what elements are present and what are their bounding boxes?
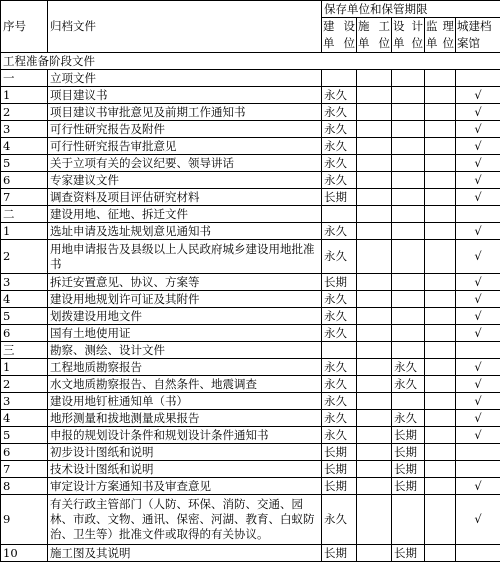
retention-supervision (425, 545, 456, 562)
retention-design (392, 223, 425, 240)
retention-design (392, 495, 425, 545)
retention-construction: 永久 (322, 138, 357, 155)
retention-design (392, 274, 425, 291)
retention-design (392, 291, 425, 308)
section-row (1, 206, 500, 223)
retention-archive: √ (456, 104, 500, 121)
header-unit-design: 设计单位 (392, 18, 425, 53)
retention-supervision (425, 121, 456, 138)
row-number: 2 (1, 240, 48, 274)
retention-builder (357, 376, 392, 393)
retention-construction: 永久 (322, 121, 357, 138)
section-title: 勘察、测绘、设计文件 (48, 342, 322, 359)
retention-archive (456, 461, 500, 478)
row-title: 可行性研究报告及附件 (48, 121, 322, 138)
row-number: 7 (1, 461, 48, 478)
row-title: 项目建议书 (48, 87, 322, 104)
empty-cell (322, 342, 357, 359)
retention-design: 长期 (392, 478, 425, 495)
row-number: 2 (1, 376, 48, 393)
row-number: 8 (1, 478, 48, 495)
retention-supervision (425, 359, 456, 376)
retention-supervision (425, 104, 456, 121)
retention-builder (357, 240, 392, 274)
table-row (1, 376, 500, 393)
empty-cell (357, 342, 392, 359)
table-row (1, 240, 500, 274)
row-number: 1 (1, 359, 48, 376)
retention-archive: √ (456, 138, 500, 155)
row-number: 3 (1, 121, 48, 138)
retention-archive: √ (456, 325, 500, 342)
retention-supervision (425, 410, 456, 427)
retention-builder (357, 274, 392, 291)
retention-construction: 永久 (322, 223, 357, 240)
retention-supervision (425, 308, 456, 325)
retention-construction: 长期 (322, 189, 357, 206)
retention-design: 永久 (392, 359, 425, 376)
table-row (1, 138, 500, 155)
row-title: 水文地质勘察报告、自然条件、地震调查 (48, 376, 322, 393)
row-title: 选址申请及选址规划意见通知书 (48, 223, 322, 240)
table-row (1, 495, 500, 545)
retention-supervision (425, 155, 456, 172)
row-number: 7 (1, 189, 48, 206)
row-number: 9 (1, 495, 48, 545)
row-title: 用地申请报告及县级以上人民政府城乡建设用地批准书 (48, 240, 322, 274)
row-title: 建设用地规划许可证及其附件 (48, 291, 322, 308)
retention-archive: √ (456, 359, 500, 376)
retention-archive: √ (456, 121, 500, 138)
retention-builder (357, 427, 392, 444)
retention-design (392, 172, 425, 189)
table-row (1, 172, 500, 189)
retention-builder (357, 359, 392, 376)
table-row (1, 393, 500, 410)
retention-archive: √ (456, 172, 500, 189)
retention-builder (357, 172, 392, 189)
row-number: 4 (1, 410, 48, 427)
table-row (1, 274, 500, 291)
row-number: 1 (1, 87, 48, 104)
retention-construction: 永久 (322, 172, 357, 189)
empty-cell (322, 70, 357, 87)
retention-archive: √ (456, 274, 500, 291)
row-number: 10 (1, 545, 48, 562)
row-title: 关于立项有关的会议纪要、领导讲话 (48, 155, 322, 172)
row-number: 3 (1, 274, 48, 291)
table-row (1, 155, 500, 172)
section-number: 三 (1, 342, 48, 359)
header-group: 保存单位和保管期限 (322, 1, 500, 18)
retention-construction: 长期 (322, 274, 357, 291)
row-title: 建设用地钉桩通知单（书） (48, 393, 322, 410)
retention-archive (456, 545, 500, 562)
row-title: 初步设计图纸和说明 (48, 444, 322, 461)
section-number: 二 (1, 206, 48, 223)
row-title: 地形测量和拔地测量成果报告 (48, 410, 322, 427)
retention-builder (357, 138, 392, 155)
retention-supervision (425, 189, 456, 206)
empty-cell (456, 70, 500, 87)
header-file: 归档文件 (48, 1, 322, 53)
row-number: 4 (1, 138, 48, 155)
empty-cell (456, 206, 500, 223)
retention-archive: √ (456, 376, 500, 393)
retention-design (392, 308, 425, 325)
retention-design (392, 325, 425, 342)
row-number: 6 (1, 325, 48, 342)
section-number: 一 (1, 70, 48, 87)
retention-archive: √ (456, 189, 500, 206)
header-unit-archive: 城建档案馆 (456, 18, 500, 53)
retention-design (392, 138, 425, 155)
retention-archive: √ (456, 240, 500, 274)
retention-builder (357, 87, 392, 104)
row-number: 2 (1, 104, 48, 121)
row-title: 审定设计方案通知书及审查意见 (48, 478, 322, 495)
row-number: 5 (1, 308, 48, 325)
retention-construction: 永久 (322, 495, 357, 545)
retention-construction: 永久 (322, 87, 357, 104)
retention-supervision (425, 291, 456, 308)
section-row (1, 342, 500, 359)
retention-builder (357, 495, 392, 545)
retention-supervision (425, 478, 456, 495)
retention-archive: √ (456, 155, 500, 172)
empty-cell (456, 342, 500, 359)
row-title: 有关行政主管部门（人防、环保、消防、交通、园林、市政、文物、通讯、保密、河湖、教育、白蚁防治、卫生等）批准文件或取得的有关协议。 (48, 495, 322, 545)
row-number: 5 (1, 427, 48, 444)
header-unit-builder: 施 工单位 (357, 18, 392, 53)
empty-cell (357, 206, 392, 223)
table-row (1, 444, 500, 461)
row-title: 专家建议文件 (48, 172, 322, 189)
retention-design (392, 393, 425, 410)
retention-design (392, 104, 425, 121)
empty-cell (425, 342, 456, 359)
retention-design: 长期 (392, 427, 425, 444)
retention-construction: 永久 (322, 308, 357, 325)
row-title: 国有土地使用证 (48, 325, 322, 342)
table-row (1, 189, 500, 206)
table-row (1, 291, 500, 308)
retention-design (392, 189, 425, 206)
empty-cell (392, 70, 425, 87)
retention-archive: √ (456, 308, 500, 325)
retention-construction: 永久 (322, 325, 357, 342)
table-row (1, 121, 500, 138)
retention-builder (357, 189, 392, 206)
retention-design: 长期 (392, 545, 425, 562)
retention-builder (357, 545, 392, 562)
empty-cell (425, 70, 456, 87)
header-unit-supervision: 监理单位 (425, 18, 456, 53)
table-row (1, 545, 500, 562)
retention-builder (357, 461, 392, 478)
retention-archive: √ (456, 427, 500, 444)
row-number: 4 (1, 291, 48, 308)
retention-archive: √ (456, 410, 500, 427)
retention-construction: 永久 (322, 376, 357, 393)
row-title: 拆迁安置意见、协议、方案等 (48, 274, 322, 291)
retention-construction: 长期 (322, 461, 357, 478)
table-row (1, 461, 500, 478)
retention-construction: 永久 (322, 393, 357, 410)
retention-supervision (425, 461, 456, 478)
retention-archive: √ (456, 87, 500, 104)
table-row (1, 478, 500, 495)
retention-design (392, 155, 425, 172)
retention-supervision (425, 495, 456, 545)
retention-supervision (425, 87, 456, 104)
retention-supervision (425, 274, 456, 291)
stage-title: 工程准备阶段文件 (1, 53, 500, 70)
empty-cell (322, 206, 357, 223)
empty-cell (425, 206, 456, 223)
table-row (1, 427, 500, 444)
retention-supervision (425, 393, 456, 410)
retention-construction: 永久 (322, 359, 357, 376)
table-row (1, 410, 500, 427)
table-row (1, 308, 500, 325)
empty-cell (392, 206, 425, 223)
retention-archive: √ (456, 478, 500, 495)
row-title: 可行性研究报告审批意见 (48, 138, 322, 155)
retention-supervision (425, 240, 456, 274)
retention-archive: √ (456, 393, 500, 410)
retention-design (392, 240, 425, 274)
retention-archive (456, 444, 500, 461)
empty-cell (357, 70, 392, 87)
retention-construction: 长期 (322, 545, 357, 562)
retention-builder (357, 478, 392, 495)
retention-construction: 永久 (322, 240, 357, 274)
row-title: 项目建议书审批意见及前期工作通知书 (48, 104, 322, 121)
retention-archive: √ (456, 495, 500, 545)
retention-builder (357, 223, 392, 240)
retention-construction: 永久 (322, 291, 357, 308)
retention-builder (357, 308, 392, 325)
retention-archive: √ (456, 223, 500, 240)
retention-design: 长期 (392, 461, 425, 478)
retention-supervision (425, 325, 456, 342)
retention-construction: 永久 (322, 104, 357, 121)
retention-builder (357, 325, 392, 342)
retention-builder (357, 121, 392, 138)
table-row (1, 359, 500, 376)
retention-builder (357, 291, 392, 308)
table-row (1, 325, 500, 342)
row-number: 5 (1, 155, 48, 172)
empty-cell (392, 342, 425, 359)
header-unit-construction: 建 设单位 (322, 18, 357, 53)
section-title: 建设用地、征地、拆迁文件 (48, 206, 322, 223)
retention-construction: 长期 (322, 444, 357, 461)
retention-construction: 长期 (322, 478, 357, 495)
retention-design: 永久 (392, 410, 425, 427)
retention-construction: 永久 (322, 427, 357, 444)
row-number: 6 (1, 444, 48, 461)
retention-construction: 永久 (322, 155, 357, 172)
row-title: 技术设计图纸和说明 (48, 461, 322, 478)
retention-builder (357, 410, 392, 427)
row-number: 1 (1, 223, 48, 240)
retention-archive: √ (456, 291, 500, 308)
row-title: 划拨建设用地文件 (48, 308, 322, 325)
retention-supervision (425, 138, 456, 155)
row-number: 6 (1, 172, 48, 189)
section-row (1, 70, 500, 87)
retention-construction: 永久 (322, 410, 357, 427)
retention-design: 永久 (392, 376, 425, 393)
retention-supervision (425, 444, 456, 461)
row-title: 申报的规划设计条件和规划设计条件通知书 (48, 427, 322, 444)
retention-builder (357, 155, 392, 172)
table-row (1, 104, 500, 121)
retention-supervision (425, 427, 456, 444)
table-row (1, 87, 500, 104)
row-number: 3 (1, 393, 48, 410)
retention-builder (357, 104, 392, 121)
retention-supervision (425, 223, 456, 240)
row-title: 施工图及其说明 (48, 545, 322, 562)
retention-design (392, 121, 425, 138)
row-title: 工程地质勘察报告 (48, 359, 322, 376)
section-title: 立项文件 (48, 70, 322, 87)
retention-design (392, 87, 425, 104)
table-row (1, 223, 500, 240)
retention-supervision (425, 172, 456, 189)
retention-design: 长期 (392, 444, 425, 461)
retention-builder (357, 444, 392, 461)
header-seq: 序号 (1, 1, 48, 53)
retention-builder (357, 393, 392, 410)
row-title: 调查资料及项目评估研究材料 (48, 189, 322, 206)
retention-supervision (425, 376, 456, 393)
